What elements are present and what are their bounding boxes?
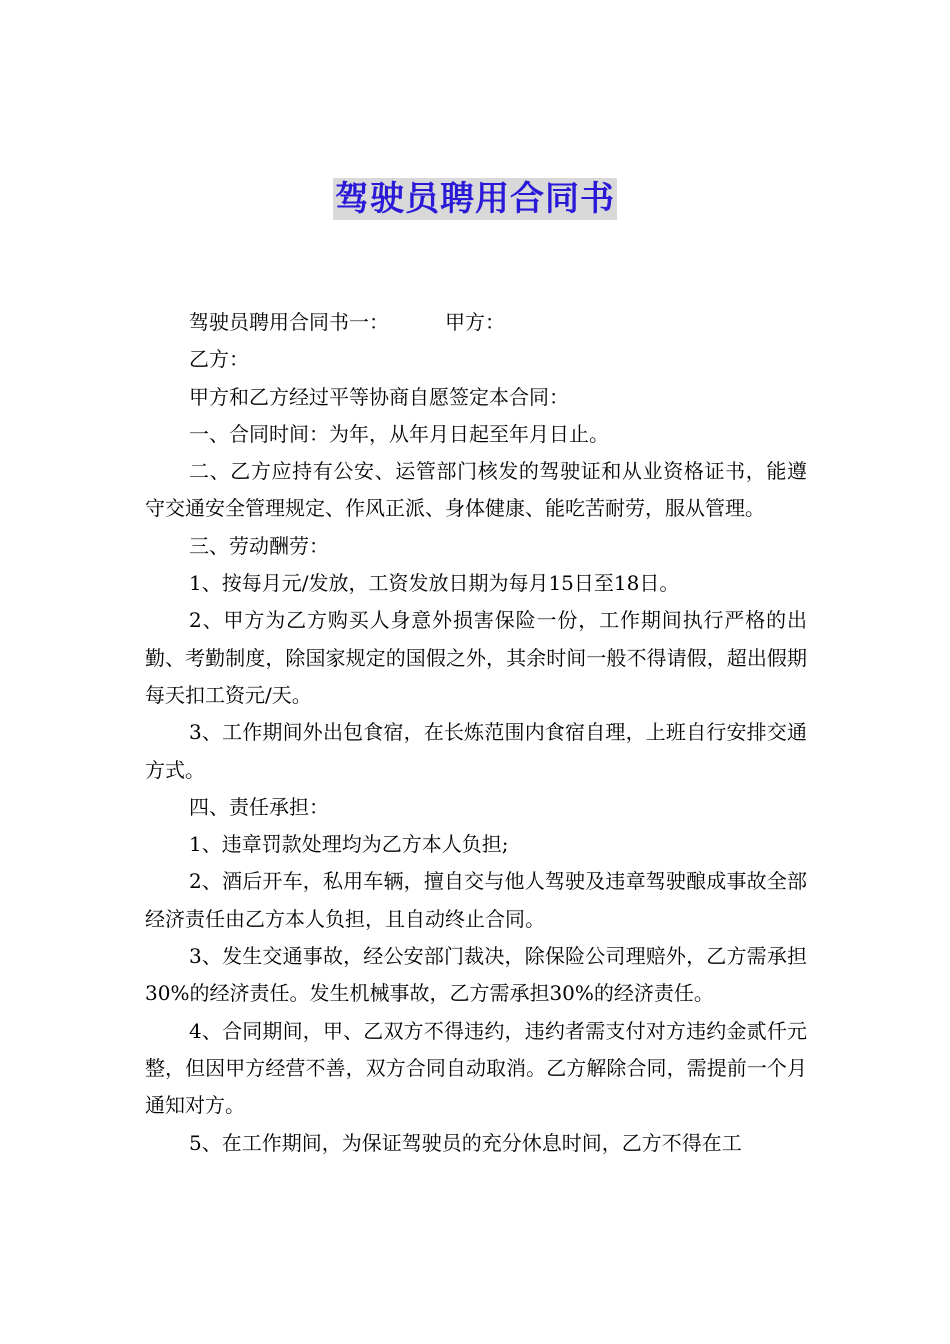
document-body bbox=[145, 304, 807, 1162]
paragraph: 1、按每月元/发放，工资发放日期为每月15日至18日。 bbox=[189, 571, 680, 596]
paragraph: 一、合同时间：为年，从年月日起至年月日止。 bbox=[189, 421, 609, 446]
header-line bbox=[145, 304, 807, 341]
paragraph: 二、乙方应持有公安、运管部门核发的驾驶证和从业资格证书，能遵守交通安全管理规定、作风正派、身体健康、能吃苦耐劳，服从管理。 bbox=[145, 459, 807, 521]
paragraph: 2、甲方为乙方购买人身意外损害保险一份，工作期间执行严格的出勤、考勤制度，除国家规定的国假之外，其余时间一般不得请假，超出假期每天扣工资元/天。 bbox=[145, 608, 807, 707]
paragraph: 1、违章罚款处理均为乙方本人负担; bbox=[189, 832, 509, 857]
paragraph: 3、工作期间外出包食宿，在长炼范围内食宿自理，上班自行安排交通方式。 bbox=[145, 720, 807, 782]
header-left: 驾驶员聘用合同书一： bbox=[189, 310, 389, 334]
paragraph: 甲方和乙方经过平等协商自愿签定本合同： bbox=[189, 384, 569, 409]
paragraph: 3、发生交通事故，经公安部门裁决，除保险公司理赔外，乙方需承担30%的经济责任。发生机械事故，乙方需承担30%的经济责任。 bbox=[145, 944, 807, 1006]
paragraph: 2、酒后开车，私用车辆，擅自交与他人驾驶及违章驾驶酿成事故全部经济责任由乙方本人负担，且自动终止合同。 bbox=[145, 869, 807, 931]
paragraph: 四、责任承担： bbox=[189, 794, 329, 819]
paragraph: 5、在工作期间，为保证驾驶员的充分休息时间，乙方不得在工 bbox=[189, 1130, 742, 1155]
document-title: 驾驶员聘用合同书 bbox=[335, 179, 615, 219]
title-container bbox=[0, 178, 950, 220]
paragraph: 三、劳动酬劳： bbox=[189, 533, 329, 558]
header-right: 甲方： bbox=[445, 310, 505, 334]
paragraph: 4、合同期间，甲、乙双方不得违约，违约者需支付对方违约金贰仟元整，但因甲方经营不善，双方合同自动取消。乙方解除合同，需提前一个月通知对方。 bbox=[145, 1018, 807, 1118]
paragraph: 乙方： bbox=[189, 347, 249, 372]
